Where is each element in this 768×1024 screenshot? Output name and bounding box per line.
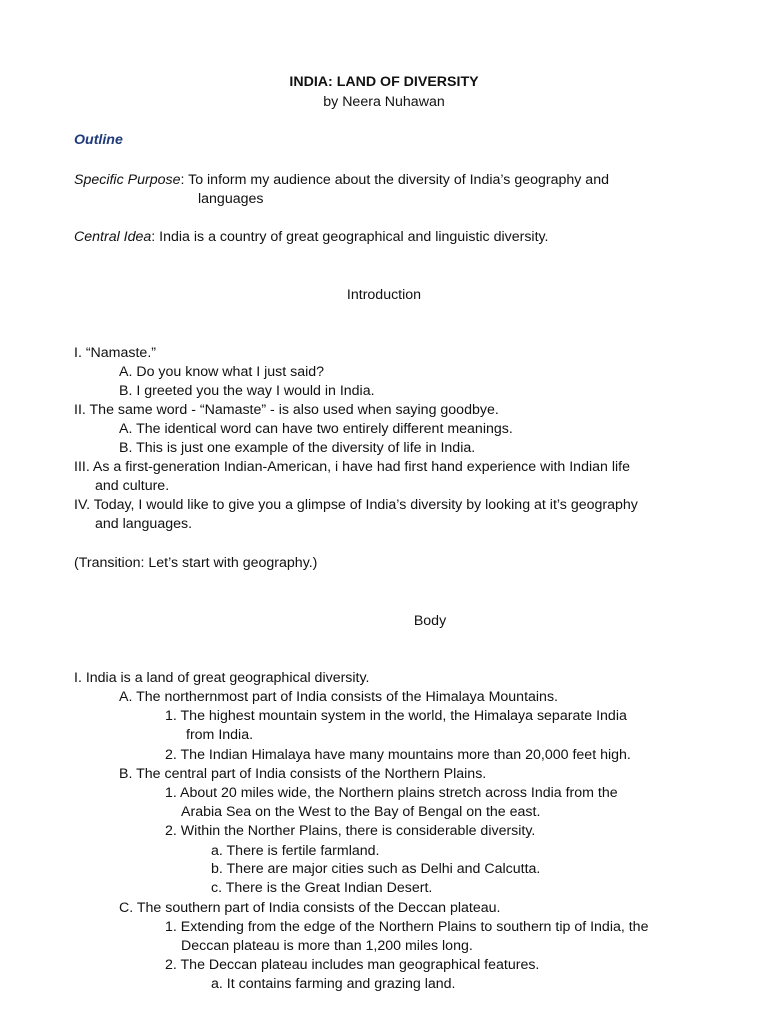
outline-line: B. I greeted you the way I would in India. <box>119 383 375 399</box>
outline-line: Arabia Sea on the West to the Bay of Bengal on the east. <box>181 804 541 820</box>
outline-line: and culture. <box>95 478 170 494</box>
outline-line: a. It contains farming and grazing land. <box>211 976 456 992</box>
outline-line: 2. The Deccan plateau includes man geographical features. <box>165 957 540 973</box>
central-idea-label: Central Idea <box>74 229 152 245</box>
outline-line: from India. <box>186 727 254 743</box>
outline-line: Deccan plateau is more than 1,200 miles long. <box>181 938 473 954</box>
specific-purpose-text: : To inform my audience about the diversity of India’s geography and <box>180 172 609 188</box>
outline-line: I. “Namaste.” <box>74 345 156 361</box>
outline-line: A. The northernmost part of India consists of the Himalaya Mountains. <box>119 689 558 705</box>
outline-line: b. There are major cities such as Delhi and Calcutta. <box>211 861 541 877</box>
body-heading: Body <box>413 613 447 629</box>
outline-line: 1. Extending from the edge of the Northern Plains to southern tip of India, the <box>165 919 649 935</box>
central-idea-text: : India is a country of great geographical and linguistic diversity. <box>151 229 549 245</box>
outline-line: B. The central part of India consists of the Northern Plains. <box>119 766 487 782</box>
outline-line: IV. Today, I would like to give you a glimpse of India’s diversity by looking at it’s geography <box>74 497 638 513</box>
outline-line: 2. The Indian Himalaya have many mountains more than 20,000 feet high. <box>165 747 631 763</box>
outline-line: B. This is just one example of the diversity of life in India. <box>119 440 476 456</box>
outline-line: I. India is a land of great geographical diversity. <box>74 670 370 686</box>
transition-note: (Transition: Let’s start with geography.) <box>74 555 318 571</box>
outline-line: 2. Within the Norther Plains, there is considerable diversity. <box>165 823 536 839</box>
outline-line: and languages. <box>95 516 193 532</box>
outline-heading: Outline <box>74 132 123 148</box>
specific-purpose-label: Specific Purpose <box>74 172 181 188</box>
introduction-heading: Introduction <box>346 287 422 303</box>
outline-line: A. The identical word can have two entirely different meanings. <box>119 421 513 437</box>
specific-purpose-continuation: languages <box>198 191 264 207</box>
document-title: INDIA: LAND OF DIVERSITY <box>289 74 479 90</box>
outline-line: 1. About 20 miles wide, the Northern plains stretch across India from the <box>165 785 618 801</box>
outline-line: C. The southern part of India consists of the Deccan plateau. <box>119 900 501 916</box>
outline-line: a. There is fertile farmland. <box>211 843 380 859</box>
outline-line: II. The same word - “Namaste” - is also used when saying goodbye. <box>74 402 499 418</box>
outline-line: c. There is the Great Indian Desert. <box>211 880 433 896</box>
document-byline: by Neera Nuhawan <box>323 94 445 110</box>
outline-line: A. Do you know what I just said? <box>119 364 325 380</box>
central-idea <box>74 228 549 247</box>
outline-line: III. As a first-generation Indian-American, i have had first hand experience with Indian life <box>74 459 630 475</box>
specific-purpose <box>74 171 609 190</box>
outline-line: 1. The highest mountain system in the world, the Himalaya separate India <box>165 708 627 724</box>
